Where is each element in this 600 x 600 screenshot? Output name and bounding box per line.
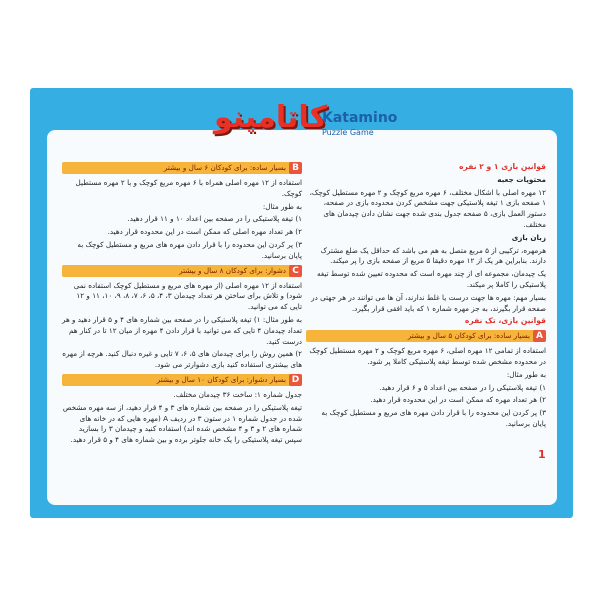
section-title: بسیار ساده: برای کودکان ۵ سال و بیشتر [407,331,530,341]
left-column [62,162,302,448]
game-language-label: زبان بازی [511,232,546,242]
contents-text: ۱۲ مهره اصلی با اشکال مختلف، ۶ مهره مربع کوچک و ۲ مهره مستطیل کوچک، ۱ صفحه بازی ۱ تیغه پلاستیکی جهت مشخص کردن محدوده بازی در صفحه، دستور العمل بازی، ۵ صفحه جدول بندی شده جهت نشان دادن چیدمان های مختلف. [309,187,546,229]
section-a-line: ۱) تیغه پلاستیکی را در صفحه بین اعداد ۵ و ۶ قرار دهید. [379,382,546,392]
section-title: دشوار: برای کودکان ۸ سال و بیشتر [179,265,286,275]
section-letter: B [289,162,302,174]
section-letter: D [289,374,302,386]
section-bar-d [62,374,302,386]
section-bar-b [62,162,302,174]
section-a-line: به طور مثال: [506,369,546,379]
page-number: 1 [538,448,546,461]
section-b-line: ۳) پر کردن این محدوده را با قرار دادن مهره های مربع و مستطیل کوچک به پایان برسانید. [77,239,302,260]
game-language-text: بسیار مهم: مهره ها جهت درست یا غلط ندارند، آن ها می توانند در هر جهتی در صفحه قرار بگیرند، به جز مهره شماره ۱ که باید افقی قرار بگیرد. [311,292,546,313]
section-title: بسیار ساده: برای کودکان ۶ سال و بیشتر [163,163,286,172]
heading-rules-2p: قوانین بازی ۱ و ۲ نفره [459,162,546,171]
section-a-line: استفاده از تمامی ۱۲ مهره اصلی، ۶ مهره مربع کوچک و ۲ مهره مستطیل کوچک در محدوده مشخص شده توسط تیغه پلاستیکی کاملا پر شود. [309,346,546,366]
logo-farsi: کاتامینو [214,100,328,135]
game-language-text: یک چیدمان، مجموعه ای از چند مهره است که محدوده تعیین شده توسط تیغه پلاستیکی را کاملا پر میکند. [317,269,546,289]
section-b-line: ۱) تیغه پلاستیکی را در صفحه بین اعداد ۱۰ و ۱۱ قرار دهید. [127,214,302,224]
section-c-line: ۲) همین روش را برای چیدمان های ۵، ۶، ۷ تایی و غیره دنبال کنید. هرچه از مهره های بیشتری استفاده کنید بازی دشوارتر می شود. [62,349,302,370]
section-letter: C [289,265,302,277]
katamino-logo [214,88,414,158]
section-b-line: ۲) هر تعداد مهره اصلی که ممکن است در این محدوده قرار دهید. [107,227,302,237]
right-column [306,162,546,432]
section-bar-c [62,265,302,277]
section-c-line: استفاده از ۱۲ مهره اصلی (از مهره های مربع و مستطیل کوچک استفاده نمی شود) و تلاش برای ساختن هر تعداد چیدمان ۳، ۴، ۵، ۶، ۷، ۸، ۹، ۱۰، ۱۱ و ۱۲ تایی که می توانید. [73,280,302,312]
section-bar-a [306,330,546,342]
section-d-line: جدول شماره ۱: ساخت ۳۶ چیدمان مختلف. [173,389,302,399]
game-language-text: هرمهره، ترکیبی از ۵ مربع متصل به هم می باشد که حداقل یک ضلع مشترک دارند. بنابراین هر یک از ۱۲ مهره دقیقا ۵ مربع از صفحه بازی را پر میکند. [320,245,546,266]
contents-label: محتویات جعبه [497,174,546,184]
logo-subtitle: Puzzle Game [322,128,374,137]
section-a-line: ۲) هر تعداد مهره که ممکن است در این محدوده قرار دهید. [370,395,546,405]
section-d-line: تیغه پلاستیکی را در صفحه بین شماره های ۳ و ۴ قرار دهید، از سه مهره مشخص شده در جدول شماره ۱ در ستون ۳ در ردیف A (مهره هایی که در خانه های شماره های ۲ و ۳ و ۴ مشخص شده اند) استفاده کنید و چیدمان ۳ را بسازید سپس تیغه پلاستیکی را یک خانه جلوتر برده و بین شماره های ۴ و ۵ قرار دهید. [62,402,302,445]
logo-english: Katamino [322,110,398,126]
section-b-line: استفاده از ۱۲ مهره اصلی همراه با ۶ مهره مربع کوچک و با ۲ مهره مستطیل کوچک. [75,178,302,198]
section-a-line: ۳) پر کردن این محدوده را با قرار دادن مهره های مربع و مستطیل کوچک به پایان برسانید. [321,408,546,428]
section-c-line: به طور مثال: ۱) تیغه پلاستیکی را در صفحه بین شماره های ۴ و ۵ قرار دهید و هر تعداد چیدمان ۴ تایی که می توانید با قرار دادن ۴ مهره از میان ۱۲ تا در کنار هم درست کنید. [61,314,302,346]
heading-rules-1p: قوانین بازی، تک نفره [464,316,546,326]
section-letter: A [533,330,546,342]
section-title: بسیار دشوار: برای کودکان ۱۰ سال و بیشتر [156,374,286,384]
section-b-line: به طور مثال: [262,201,302,211]
